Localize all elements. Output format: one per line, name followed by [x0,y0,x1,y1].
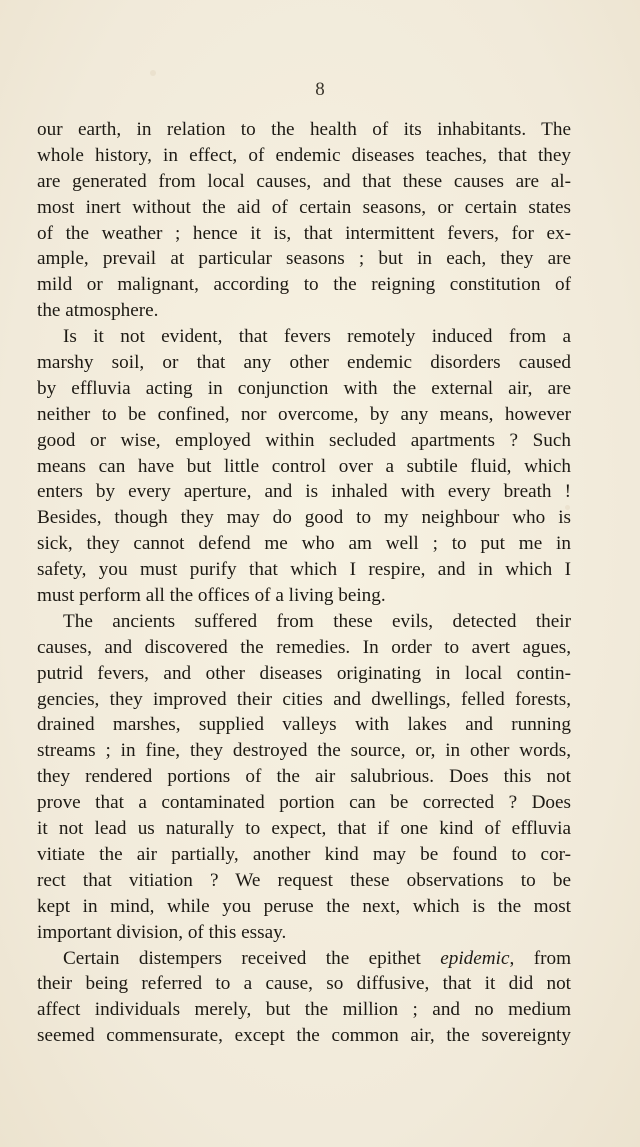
text-line: Certain distempers received the epithet epidemic, from [63,947,571,969]
text-line: putrid fevers, and other diseases originating in local contin- [37,662,571,684]
text-line: it not lead us naturally to expect, that if one kind of effluvia [37,818,571,840]
text-line: ample, prevail at particular seasons ; but in each, they are [37,248,571,270]
text-line: our earth, in relation to the health of its inhabitants. The [37,119,571,140]
paper-speck [150,70,156,76]
text-line: of the weather ; hence it is, that intermittent fevers, for ex- [37,222,571,244]
text-line: important division, of this essay. [37,921,287,943]
text-line: Is it not evident, that fevers remotely induced from a [63,326,571,348]
text-line: seemed commensurate, except the common air, the sovereignty [37,1025,571,1047]
text-line: they rendered portions of the air salubrious. Does this not [37,766,571,788]
text-line: enters by every aperture, and is inhaled with every breath ! [37,481,571,503]
text-line: the atmosphere. [37,300,159,322]
text-line: sick, they cannot defend me who am well ; to put me in [37,533,571,555]
text-line: gencies, they improved their cities and dwellings, felled forests, [37,688,571,710]
paragraph [37,117,571,324]
text-line: means can have but little control over a subtile fluid, which [37,455,571,477]
text-line: most inert without the aid of certain seasons, or certain states [37,196,571,218]
paragraph [37,946,571,1050]
text-line: mild or malignant, according to the reigning constitution of [37,274,571,296]
text-line: kept in mind, while you peruse the next, which is the most [37,895,571,917]
text-line: causes, and discovered the remedies. In order to avert agues, [37,636,571,658]
paragraph [37,609,571,946]
text-line: prove that a contaminated portion can be corrected ? Does [37,792,571,814]
text-line: are generated from local causes, and that these causes are al- [37,170,571,192]
text-line: marshy soil, or that any other endemic disorders caused [37,352,571,374]
text-line: streams ; in fine, they destroyed the source, or, in other words, [37,740,571,762]
body-text [37,117,571,1049]
text-line: whole history, in effect, of endemic diseases teaches, that they [37,144,571,166]
text-line: rect that vitiation ? We request these observations to be [37,869,571,891]
text-line: affect individuals merely, but the million ; and no medium [37,999,571,1021]
text-line: their being referred to a cause, so diffusive, that it did not [37,973,571,995]
text-line: by effluvia acting in conjunction with the external air, are [37,377,571,399]
text-line: Besides, though they may do good to my neighbour who is [37,507,571,529]
text-line: drained marshes, supplied valleys with lakes and running [37,714,571,736]
text-line: must perform all the offices of a living being. [37,585,386,607]
text-line: neither to be confined, nor overcome, by any means, however [37,403,571,425]
italic-word: epidemic [440,947,510,969]
text-line: safety, you must purify that which I respire, and in which I [37,559,571,581]
paragraph [37,324,571,609]
text-line: good or wise, employed within secluded apartments ? Such [37,429,571,451]
page-number: 8 [315,79,325,100]
text-line: vitiate the air partially, another kind may be found to cor- [37,843,571,865]
text-line: The ancients suffered from these evils, detected their [63,610,571,632]
